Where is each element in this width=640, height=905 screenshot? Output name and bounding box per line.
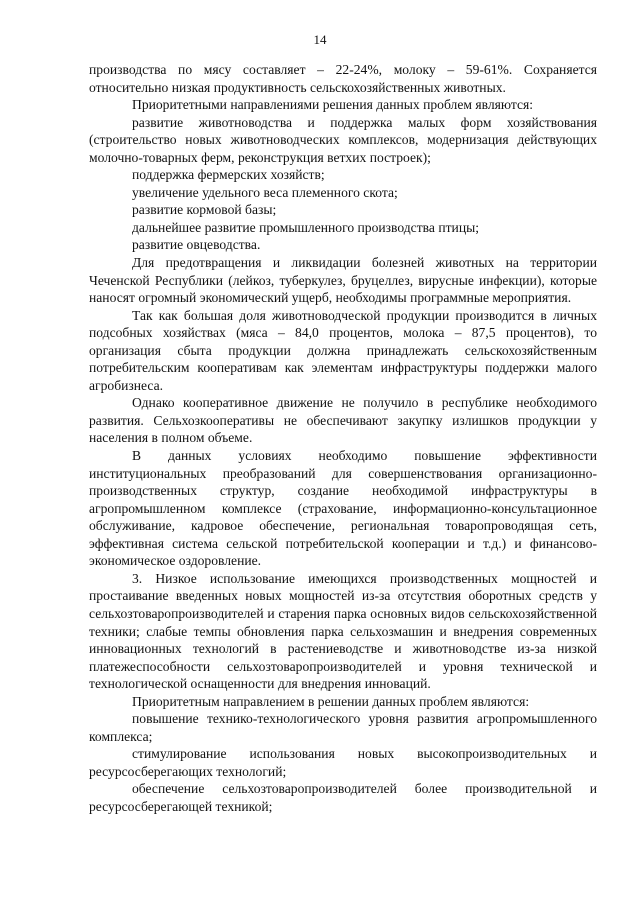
paragraph: дальнейшее развитие промышленного производства птицы;: [132, 219, 479, 235]
paragraph: Для предотвращения и ликвидации болезней животных на территории Чеченской Республики (лейкоз, туберкулез, бруцеллез, вирусные инфекции), которые наносят огромный экономический ущерб, необходимы программные мероприятия.: [89, 255, 597, 306]
document-body: [89, 61, 597, 816]
paragraph: повышение технико-технологического уровня развития агропромышленного комплекса;: [89, 711, 597, 744]
page-number: 14: [313, 32, 327, 47]
paragraph: увеличение удельного веса племенного скота;: [132, 184, 398, 200]
paragraph: развитие овцеводства.: [132, 237, 261, 253]
paragraph: 3. Низкое использование имеющихся производственных мощностей и простаивание введенных новых мощностей из-за отсутствия оборотных средств у сельхозтоваропроизводителей и старения парка основных видов сельскохозяйственной техники; слабые темпы обновления парка сельхозмашин и внедрения современных инновационных технологий в растениеводстве и животноводстве из-за низкой платежеспособности сельхозтоваропроизводителей и уровня технической и технологической оснащенности для внедрения инноваций.: [89, 570, 597, 692]
paragraph: развитие животноводства и поддержка малых форм хозяйствования (строительство новых животноводческих комплексов, модернизация действующих молочно-товарных ферм, реконструкция ветхих построек);: [89, 114, 597, 165]
paragraph: Однако кооперативное движение не получило в республике необходимого развития. Сельхозкооперативы не обеспечивают закупку излишков продукции у населения в полном объеме.: [89, 395, 597, 446]
paragraph: В данных условиях необходимо повышение эффективности институциональных преобразований для совершенствования организационно-производственных структур, создание необходимой инфраструктуры в агропромышленном комплексе (страхование, информационно-консультационное обслуживание, кадровое обеспечение, региональная товаропроводящая сеть, эффективная система сельской потребительской кооперации и т.д.) и финансово-экономическое оздоровление.: [89, 448, 597, 569]
paragraph: обеспечение сельхозтоваропроизводителей более производительной и ресурсосберегающей техникой;: [89, 781, 597, 814]
paragraph: производства по мясу составляет – 22-24%, молоку – 59-61%. Сохраняется относительно низкая продуктивность сельскохозяйственных животных.: [89, 62, 597, 95]
paragraph: Приоритетными направлениями решения данных проблем являются:: [132, 97, 534, 113]
paragraph: Так как большая доля животноводческой продукции производится в личных подсобных хозяйствах (мяса – 84,0 процентов, молока – 87,5 процентов), то организация сбыта продукции должна принадлежать сельскохозяйственным потребительским кооперативам как элементам инфраструктуры поддержки малого агробизнеса.: [89, 307, 597, 393]
paragraph: поддержка фермерских хозяйств;: [132, 167, 325, 183]
paragraph: развитие кормовой базы;: [132, 202, 277, 218]
paragraph: Приоритетным направлением в решении данных проблем являются:: [132, 693, 530, 709]
paragraph: стимулирование использования новых высокопроизводительных и ресурсосберегающих технологий;: [89, 746, 597, 779]
